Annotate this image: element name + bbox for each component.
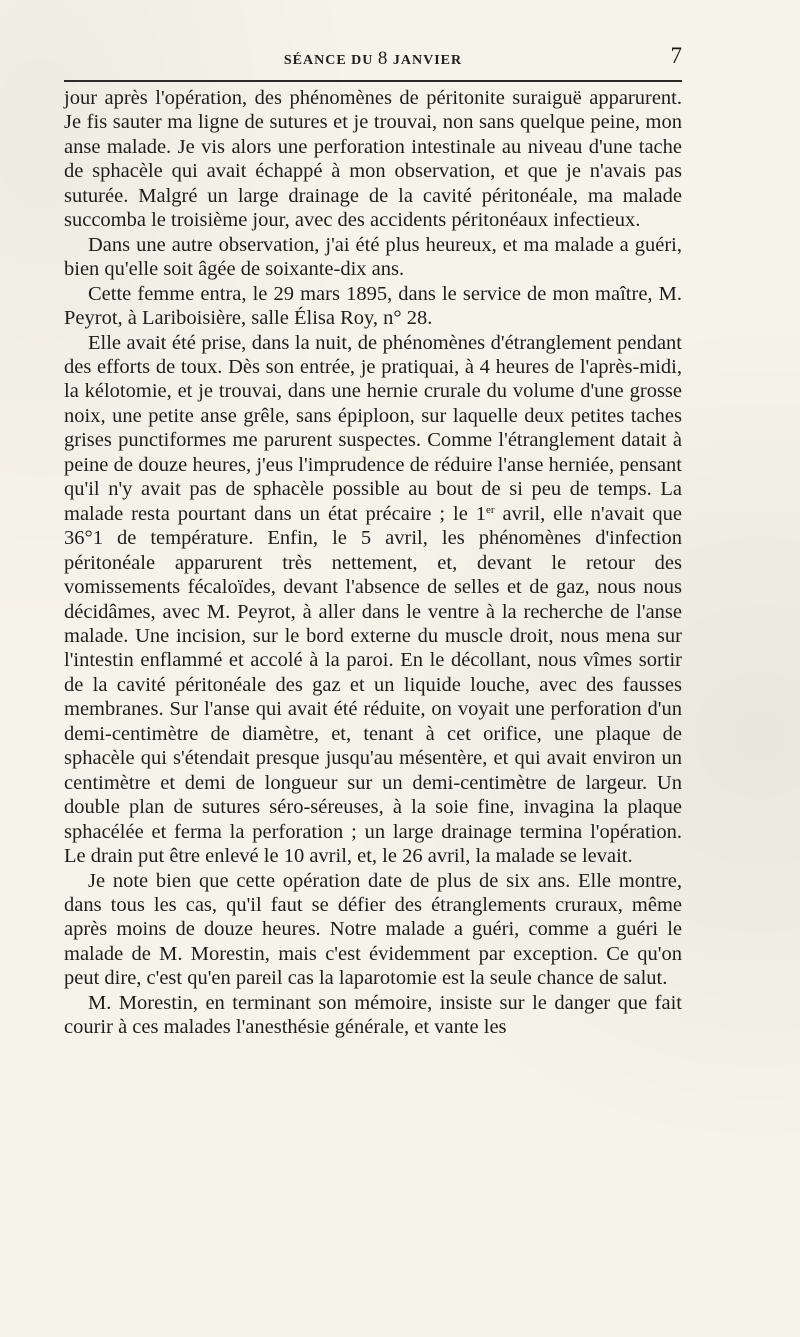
running-head-day: 8: [377, 48, 389, 69]
running-head-month: JANVIER: [388, 53, 463, 68]
running-head-prefix: SÉANCE DU: [283, 53, 378, 68]
running-head: [64, 48, 682, 70]
body-text: [64, 86, 682, 1040]
paragraph-5: Je note bien que cette opération date de plus de six ans. Elle montre, dans tous les cas, qu'il faut se défier des étranglements cruraux, même après moins de douze heures. Notre malade a guéri, comme a guéri le malade de M. Morestin, mais c'est évidemment par exception. Ce qu'on peut dire, c'est qu'en pareil cas la laparotomie est la seule chance de salut.: [64, 869, 682, 990]
page-header: [64, 40, 682, 70]
paragraph-3: Cette femme entra, le 29 mars 1895, dans le service de mon maître, M. Peyrot, à Lariboisière, salle Élisa Roy, n° 28.: [64, 282, 682, 330]
paragraph-6: M. Morestin, en terminant son mémoire, insiste sur le danger que fait courir à ces malades l'anesthésie générale, et vante les: [64, 991, 682, 1039]
paragraph-4-part-a: Elle avait été prise, dans la nuit, de phénomènes d'étranglement pendant des efforts de toux. Dès son entrée, je pratiquai, à 4 heures de l'après-midi, la kélotomie, et je trouvai, dans une hernie crurale du volume d'une grosse noix, une petite anse grêle, sans épiploon, sur laquelle deux petites taches grises punctiformes me parurent suspectes. Comme l'étranglement datait à peine de douze heures, j'eus l'imprudence de réduire l'anse herniée, pensant qu'il n'y avait pas de sphacèle possible au bout de si peu de temps. La malade resta pourtant dans un état précaire ; le 1: [64, 331, 682, 525]
paragraph-4-part-b: avril, elle n'avait que 36°1 de température. Enfin, le 5 avril, les phénomènes d'infection péritonéale apparurent très nettement, et, devant le retour des vomissements fécaloïdes, devant l'absence de selles et de gaz, nous nous décidâmes, avec M. Peyrot, à aller dans le ventre à la recherche de l'anse malade. Une incision, sur le bord externe du muscle droit, nous mena sur l'intestin enflammé et accolé à la paroi. En le décollant, nous vîmes sortir de la cavité péritonéale des gaz et un liquide louche, avec des fausses membranes. Sur l'anse qui avait été réduite, on voyait une perforation d'un demi-centimètre de diamètre, et, tenant à cet orifice, une plaque de sphacèle qui s'étendait presque jusqu'au mésentère, et qui avait environ un centimètre et demi de longueur sur un demi-centimètre de largeur. Un double plan de sutures séro-séreuses, à la soie fine, invagina la plaque sphacélée et ferma la perforation ; un large drainage termina l'opération. Le drain put être enlevé le 10 avril, et, le 26 avril, la malade se levait.: [64, 502, 682, 868]
paragraph-1: jour après l'opération, des phénomènes de péritonite suraiguë apparurent. Je fis sauter ma ligne de sutures et je trouvai, non sans quelque peine, mon anse malade. Je vis alors une perforation intestinale au niveau d'une tache de sphacèle qui avait échappé à mon observation, et que je n'avais pas suturée. Malgré un large drainage de la cavité péritonéale, ma malade succomba le troisième jour, avec des accidents péritonéaux infectieux.: [64, 87, 682, 232]
paragraph-4: [64, 331, 682, 869]
ordinal-superscript: er: [486, 503, 495, 516]
paragraph-2: Dans une autre observation, j'ai été plus heureux, et ma malade a guéri, bien qu'elle soit âgée de soixante-dix ans.: [64, 233, 682, 281]
page-number: 7: [670, 43, 682, 68]
header-rule: [64, 80, 682, 82]
